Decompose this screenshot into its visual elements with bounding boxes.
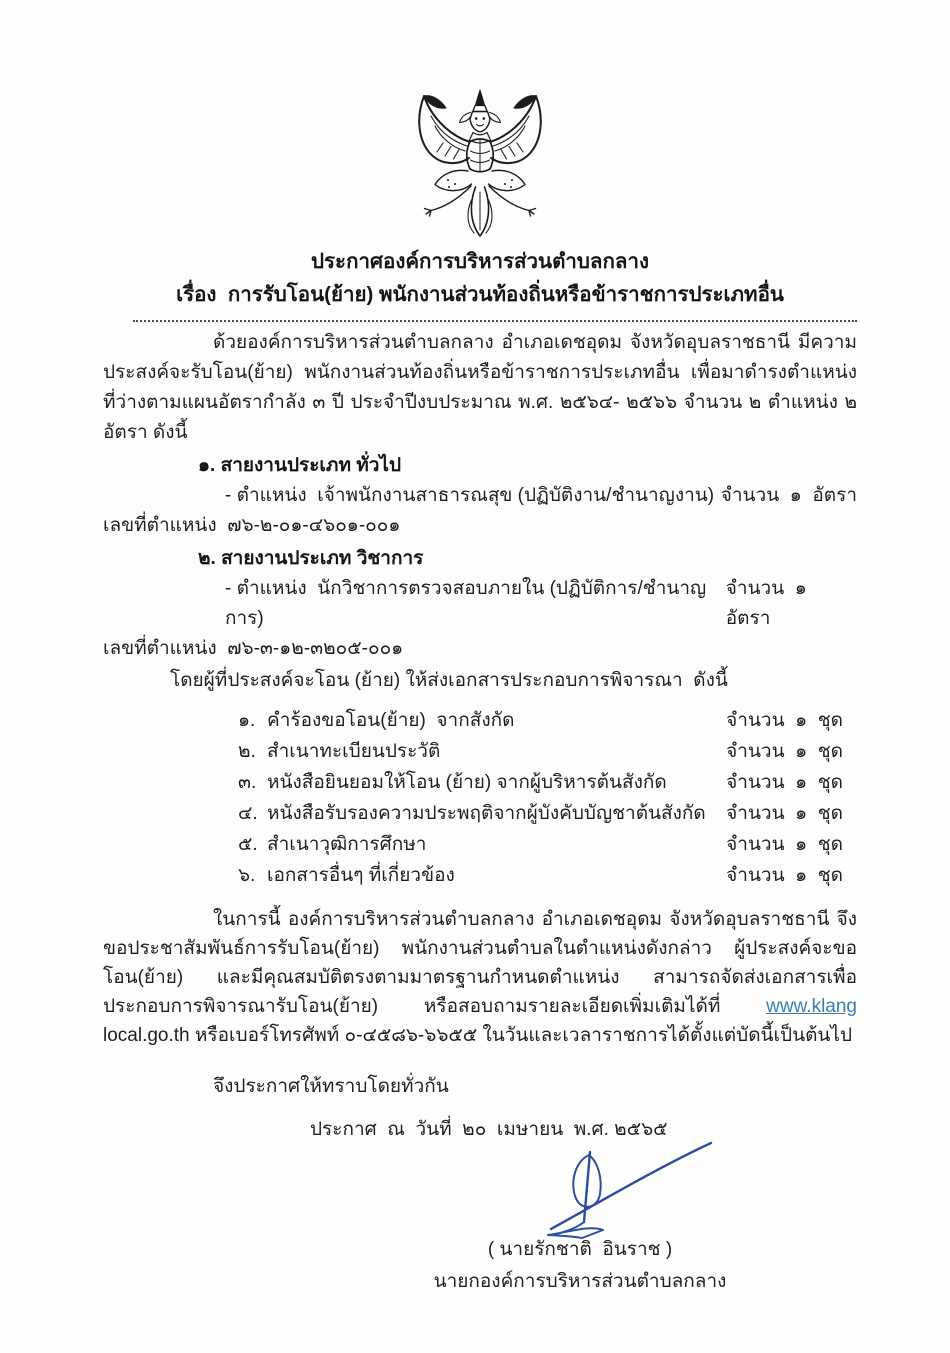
announcement-line: จึงประกาศให้ทราบโดยทั่วกัน	[213, 1076, 449, 1097]
document-name: คำร้องขอโอน(ย้าย) จากสังกัด	[267, 710, 515, 731]
section-1-count: จำนวน ๑ อัตรา	[720, 485, 857, 506]
document-name: สำเนาวุฒิการศึกษา	[267, 834, 427, 855]
section-1-position: - ตำแหน่ง เจ้าพนักงานสาธารณสุข (ปฏิบัติงาน/ชำนาญงาน)	[225, 485, 715, 506]
document-row	[103, 798, 857, 829]
section-2-position-row	[103, 574, 857, 634]
document-row	[103, 829, 857, 860]
document-number: ๑.	[238, 710, 256, 731]
section-1-heading: ๑. สายงานประเภท ทั่วไป	[198, 455, 402, 476]
signature-block	[103, 1147, 857, 1307]
document-count: จำนวน ๑ ชุด	[726, 772, 843, 793]
document-number: ๖.	[238, 865, 256, 886]
document-number: ๓.	[238, 772, 257, 793]
document-row	[103, 860, 857, 891]
signer-name: ( นายรักชาติ อินราช )	[487, 1239, 673, 1260]
document-count: จำนวน ๑ ชุด	[726, 710, 843, 731]
document-row	[103, 705, 857, 736]
section-1-position-number: เลขที่ตำแหน่ง ๗๖-๒-๐๑-๔๖๐๑-๐๐๑	[103, 515, 401, 536]
dotted-divider	[133, 319, 857, 322]
document-row	[103, 736, 857, 767]
section-2-position-number: เลขที่ตำแหน่ง ๗๖-๓-๑๒-๓๒๐๕-๐๐๑	[103, 638, 404, 659]
document-count: จำนวน ๑ ชุด	[726, 865, 843, 886]
date-line: ประกาศ ณ วันที่ ๒๐ เมษายน พ.ศ. ๒๕๖๕	[310, 1119, 668, 1140]
document-count: จำนวน ๑ ชุด	[726, 741, 843, 762]
signer-title: นายกองค์การบริหารส่วนตำบลกลาง	[433, 1271, 727, 1292]
documents-intro: โดยผู้ที่ประสงค์จะโอน (ย้าย) ให้ส่งเอกสารประกอบการพิจารณา ดังนี้	[170, 670, 728, 691]
page-title: ประกาศองค์การบริหารส่วนตำบลกลาง	[311, 250, 649, 273]
website-link[interactable]: www.klang	[766, 996, 857, 1017]
section-2-position: - ตำแหน่ง นักวิชาการตรวจสอบภายใน (ปฏิบัติการ/ชำนาญการ)	[225, 578, 707, 629]
subject-line: เรื่อง การรับโอน(ย้าย) พนักงานส่วนท้องถิ่นหรือข้าราชการประเภทอื่น	[176, 283, 784, 306]
document-number: ๔.	[238, 803, 258, 824]
document-name: หนังสือยินยอมให้โอน (ย้าย) จากผู้บริหารต้นสังกัด	[267, 772, 667, 793]
document-number: ๕.	[238, 834, 258, 855]
document-count: จำนวน ๑ ชุด	[726, 834, 843, 855]
section-1-position-row	[103, 481, 857, 511]
document-name: หนังสือรับรองความประพฤติจากผู้บังคับบัญชาต้นสังกัด	[267, 803, 706, 824]
closing-paragraph	[103, 905, 857, 1050]
document-row	[103, 767, 857, 798]
document-list	[103, 705, 857, 891]
document-name: สำเนาทะเบียนประวัติ	[267, 741, 441, 762]
section-2-count: จำนวน ๑ อัตรา	[725, 578, 818, 629]
document-number: ๒.	[238, 741, 256, 762]
document-count: จำนวน ๑ ชุด	[726, 803, 843, 824]
intro-paragraph: ด้วยองค์การบริหารส่วนตำบลกลาง อำเภอเดชอุดม จังหวัดอุบลราชธานี มีความประสงค์จะรับโอน(ย้าย) พนักงานส่วนท้องถิ่นหรือข้าราชการประเภทอื่น เพื่อมาดำรงตำแหน่งที่ว่างตามแผนอัตรากำลัง ๓ ปี ประจำปีงบประมาณ พ.ศ. ๒๕๖๔- ๒๕๖๖ จำนวน ๒ ตำแหน่ง ๒ อัตรา ดังนี้	[103, 332, 857, 443]
signature-ink-icon	[533, 1139, 718, 1239]
closing-text-after-link: local.go.th หรือเบอร์โทรศัพท์ ๐-๔๕๘๖-๖๖๕๕ ในวันและเวลาราชการได้ตั้งแต่บัดนี้เป็นต้นไป	[103, 1025, 853, 1046]
closing-text-before-link: ในการนี้ องค์การบริหารส่วนตำบลกลาง อำเภอเดชอุดม จังหวัดอุบลราชธานี จึงขอประชาสัมพันธ์การรับโอน(ย้าย) พนักงานส่วนตำบลในตำแหน่งดังกล่าว ผู้ประสงค์จะขอโอน(ย้าย) และมีคุณสมบัติตรงตามมาตรฐานกำหนดตำแหน่ง สามารถจัดส่งเอกสารเพื่อประกอบการพิจารณารับโอน(ย้าย) หรือสอบถามรายละเอียดเพิ่มเติมได้ที่	[103, 909, 857, 1017]
document-name: เอกสารอื่นๆ ที่เกี่ยวข้อง	[267, 865, 455, 886]
section-2-heading: ๒. สายงานประเภท วิชาการ	[198, 548, 424, 569]
garuda-emblem-icon	[391, 88, 569, 240]
